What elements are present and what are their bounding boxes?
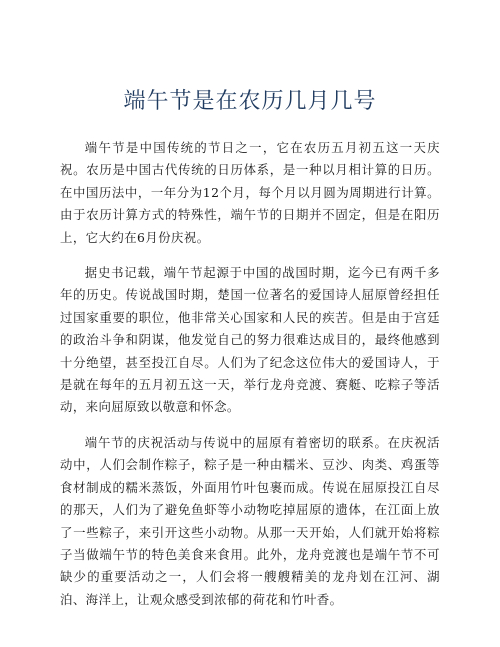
document-title: 端午节是在农历几月几号 bbox=[123, 89, 377, 114]
paragraph-1: 端午节是中国传统的节日之一，它在农历五月初五这一天庆祝。农历是中国古代传统的日历体系，是一种以月相计算的日历。在中国历法中，一年分为12个月，每个月以月圆为周期进行计算。由于农历计算方式的特殊性，端午节的日期并不固定，但是在阳历上，它大约在6月份庆祝。 bbox=[60, 140, 440, 245]
paragraph-3: 端午节的庆祝活动与传说中的屈原有着密切的联系。在庆祝活动中，人们会制作粽子，粽子是一种由糯米、豆沙、肉类、鸡蛋等食材制成的糯米蒸饭，外面用竹叶包裹而成。传说在屈原投江自尽的那天，人们为了避免鱼虾等小动物吃掉屈原的遗体，在江面上放了一些粽子，来引开这些小动物。从那一天开始，人们就开始将粽子当做端午节的特色美食来食用。此外，龙舟竞渡也是端午节不可缺少的重要活动之一，人们会将一艘艘精美的龙舟划在江河、湖泊、海洋上，让观众感受到浓郁的荷花和竹叶香。 bbox=[60, 434, 440, 607]
document-body bbox=[60, 137, 440, 611]
paragraph-2: 据史书记载，端午节起源于中国的战国时期，迄今已有两千多年的历史。传说战国时期，楚国一位著名的爱国诗人屈原曾经担任过国家重要的职位，他非常关心国家和人民的疾苦。但是由于宫廷的政治斗争和阴谋，他发觉自己的努力很难达成目的，最终他感到十分绝望，甚至投江自尽。人们为了纪念这位伟大的爱国诗人，于是就在每年的五月初五这一天，举行龙舟竞渡、赛艇、吃粽子等活动，来向屈原致以敬意和怀念。 bbox=[60, 265, 440, 415]
